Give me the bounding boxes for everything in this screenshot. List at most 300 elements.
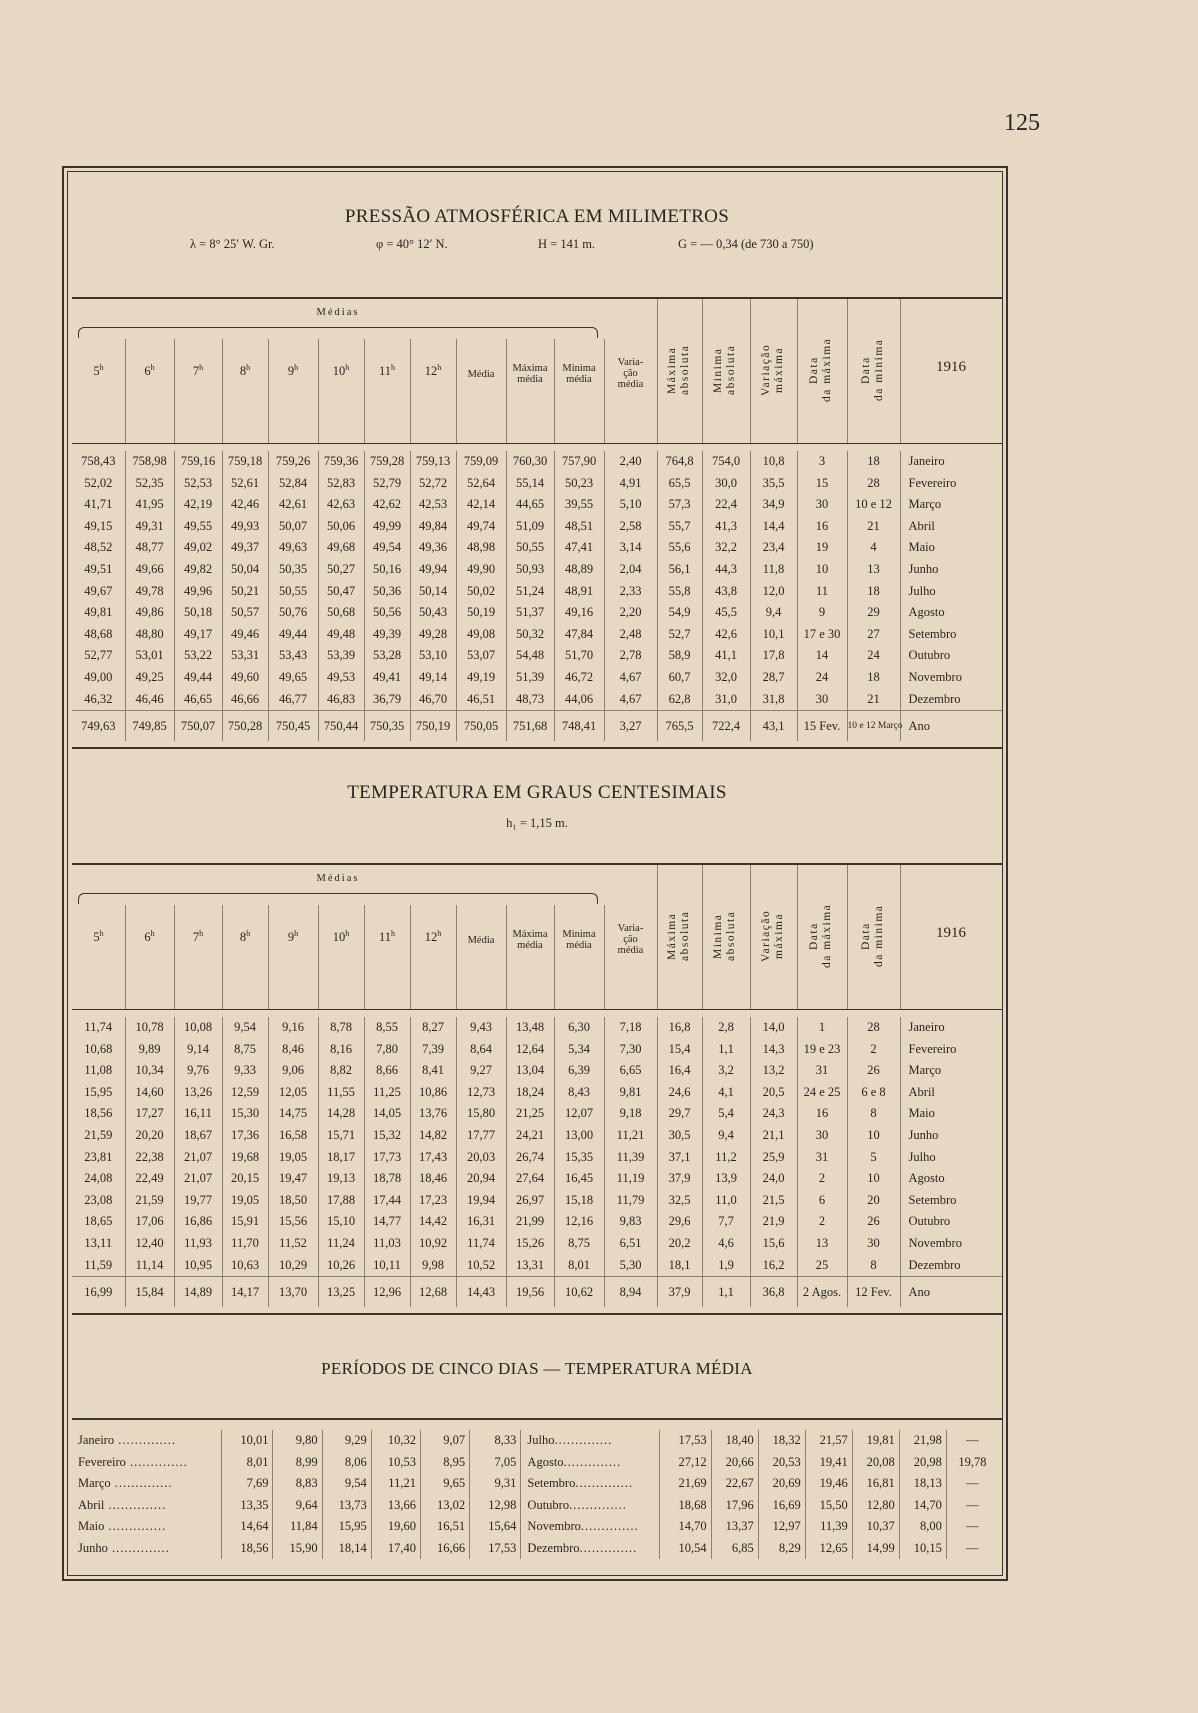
month-label: Janeiro [908,454,945,468]
table-cell: 18,56 [72,1103,125,1125]
table-cell: 26 [847,1211,900,1233]
table-cell: 10 e 12 [847,494,900,516]
table-cell: 15,30 [222,1103,268,1125]
table-cell: 9,76 [174,1060,222,1082]
table-cell: 55,7 [657,516,702,538]
period-value: 8,99 [273,1452,322,1474]
table-cell: 58,9 [657,645,702,667]
table-cell: 15,91 [222,1211,268,1233]
period-value: 27,12 [660,1452,711,1474]
leader-dots: .............. [579,1540,638,1555]
table-cell: 50,76 [268,602,318,624]
table-cell: 9,81 [604,1082,657,1104]
vertical-header: Data da máxima [808,903,833,969]
table-cell: 49,15 [72,516,125,538]
period-value: 13,66 [371,1495,420,1517]
month-label: Junho [78,1540,108,1555]
table-cell: 46,72 [554,667,604,689]
table-cell: 21 [847,689,900,711]
table-cell: 13,31 [506,1255,554,1277]
min-media-header: Minima média [562,363,596,385]
table-cell: 24 [847,645,900,667]
table-cell: 7,30 [604,1039,657,1061]
table-cell: 16,45 [554,1168,604,1190]
temperature-title: TEMPERATURA EM GRAUS CENTESIMAIS [347,782,727,803]
period-month-left [72,1430,222,1452]
year-header: 1916 [936,359,966,375]
table-cell: 10,11 [364,1255,410,1277]
table-cell: 20,15 [222,1168,268,1190]
table-cell: 24,21 [506,1125,554,1147]
period-value: 22,67 [711,1473,758,1495]
table-cell: 759,28 [364,451,410,473]
period-value: 9,80 [273,1430,322,1452]
table-cell: 22,38 [125,1147,174,1169]
table-cell: 18,1 [657,1255,702,1277]
period-value: 8,06 [322,1452,371,1474]
table-cell: 52,64 [456,473,506,495]
table-cell: 49,66 [125,559,174,581]
table-cell: 2,8 [702,1017,750,1039]
leader-dots: .............. [575,1476,634,1490]
table-cell: 56,1 [657,559,702,581]
table-row [72,494,1002,516]
table-cell: 13,26 [174,1082,222,1104]
table-cell: 44,3 [702,559,750,581]
table-cell: 48,98 [456,537,506,559]
month-label: Março [908,497,942,512]
month-label: Dezembro [527,1540,580,1555]
table-cell: 44,06 [554,689,604,711]
table-cell: 49,44 [174,667,222,689]
header-column-rule [506,339,555,443]
table-cell: 41,71 [72,494,125,516]
temperature-header [72,863,1002,1010]
table-cell: 32,0 [702,667,750,689]
period-value: 9,07 [420,1430,469,1452]
table-cell: 754,0 [702,451,750,473]
table-cell: 6,65 [604,1060,657,1082]
month-label: Novembro [527,1519,581,1533]
table-cell: 50,14 [410,581,456,603]
table-cell: 13 [847,559,900,581]
hour-header: 7$^h$ [192,929,204,945]
month-label: Setembro [908,626,957,641]
table-cell: 49,00 [72,667,125,689]
table-cell: 15,56 [268,1211,318,1233]
table-cell: 11,52 [268,1233,318,1255]
period-value: 10,01 [222,1430,273,1452]
temperature-height: h₁ = 1,15 m. [506,816,568,830]
table-cell: 32,5 [657,1190,702,1212]
table-cell: 759,16 [174,451,222,473]
leader-dots: .............. [107,1540,170,1555]
table-cell: 34,9 [750,494,797,516]
period-value: 18,14 [322,1538,371,1560]
table-cell: 8,64 [456,1039,506,1061]
table-cell: 53,43 [268,645,318,667]
table-cell: 9,33 [222,1060,268,1082]
table-cell: 46,66 [222,689,268,711]
table-cell: 14,42 [410,1211,456,1233]
table-cell: 18,17 [318,1147,364,1169]
table-cell: 3,14 [604,537,657,559]
table-cell: 11 [797,581,847,603]
hour-header: 11$^h$ [378,929,396,945]
period-value: 20,98 [899,1452,946,1474]
table-cell: 17,23 [410,1190,456,1212]
table-row [72,581,1002,603]
table-cell: 55,8 [657,581,702,603]
table-cell: 2,48 [604,624,657,646]
table-cell: 16,2 [750,1255,797,1277]
period-value: 15,64 [470,1516,521,1538]
month-label: Janeiro [78,1433,115,1447]
table-cell: 24,0 [750,1168,797,1190]
table-cell: 11,74 [72,1017,125,1039]
table-cell: 20,03 [456,1147,506,1169]
lambda-value: λ = 8° 25′ W. Gr. [190,237,275,251]
year-label: Ano [900,711,1002,742]
media-header: Média [467,369,495,380]
table-cell: 49,48 [318,624,364,646]
table-cell: 764,8 [657,451,702,473]
table-cell: 27 [847,624,900,646]
periods-top-rule [72,1418,1002,1420]
header-column-rule [72,905,126,1009]
table-cell: 9,4 [702,1125,750,1147]
vertical-header: Máxima absoluta [665,344,691,396]
variacao-media-header: Varia- ção média [617,357,644,390]
max-media-header: Máxima média [512,363,548,385]
hour-header: 11$^h$ [378,363,396,379]
table-cell: 21,07 [174,1168,222,1190]
table-cell: 27,64 [506,1168,554,1190]
period-value: 19,46 [805,1473,852,1495]
period-value: — [966,1476,979,1490]
total-cell: 19,56 [506,1277,554,1308]
table-cell: 9,98 [410,1255,456,1277]
table-cell: 7,18 [604,1017,657,1039]
table-row [72,451,1002,473]
table-cell: 31 [797,1147,847,1169]
annual-total-row [72,1277,1002,1308]
table-cell: 52,02 [72,473,125,495]
table-cell: 14,4 [750,516,797,538]
hour-header: 6$^h$ [144,363,155,379]
table-cell: 50,57 [222,602,268,624]
table-cell: 8 [847,1255,900,1277]
table-cell: 5,10 [604,494,657,516]
table-cell: 53,01 [125,645,174,667]
table-cell: 12,40 [125,1233,174,1255]
table-row [72,1255,1002,1277]
table-cell: 19,05 [268,1147,318,1169]
table-cell: 18,78 [364,1168,410,1190]
medias-label: Médias [316,873,360,884]
total-cell: 10 e 12 Março [847,711,900,742]
total-cell: 8,94 [604,1277,657,1308]
table-cell: 50,47 [318,581,364,603]
leader-dots: .............. [104,1519,167,1533]
table-cell: 16,58 [268,1125,318,1147]
month-label: Julho [908,1149,936,1164]
table-row [72,624,1002,646]
total-cell: 750,05 [456,711,506,742]
table-cell: 11,08 [72,1060,125,1082]
period-value: 20,53 [758,1452,805,1474]
temperature-title-block [72,782,1002,831]
table-cell: 16,11 [174,1103,222,1125]
table-cell: 46,77 [268,689,318,711]
month-label: Dezembro [908,1257,961,1272]
period-value: 8,29 [758,1538,805,1560]
period-value: 11,84 [273,1516,322,1538]
table-cell: 48,91 [554,581,604,603]
table-cell: 15,10 [318,1211,364,1233]
month-label: Setembro [527,1476,576,1490]
table-cell: 11,59 [72,1255,125,1277]
period-value: 15,50 [805,1495,852,1517]
table-cell: 21 [847,516,900,538]
table-cell: 49,65 [268,667,318,689]
table-cell: 4,6 [702,1233,750,1255]
table-cell: 13,76 [410,1103,456,1125]
table-cell: 759,26 [268,451,318,473]
table-cell: 18 [847,667,900,689]
table-cell: 47,41 [554,537,604,559]
table-cell: 9,18 [604,1103,657,1125]
table-cell: 50,36 [364,581,410,603]
table-cell: 15,26 [506,1233,554,1255]
table-cell: 11,2 [702,1147,750,1169]
table-cell: 4,67 [604,667,657,689]
month-label: Julho [527,1433,555,1447]
table-cell: 49,67 [72,581,125,603]
table-cell: 11,14 [125,1255,174,1277]
table-cell: 11,21 [604,1125,657,1147]
table-cell: 19,05 [222,1190,268,1212]
pressure-title-block [72,206,1002,259]
table-cell: 48,80 [125,624,174,646]
table-cell: 18,65 [72,1211,125,1233]
periods-title-block [72,1359,1002,1379]
table-cell: 9,83 [604,1211,657,1233]
period-value: 13,02 [420,1495,469,1517]
table-cell: 41,3 [702,516,750,538]
table-cell: 17,44 [364,1190,410,1212]
period-value: 8,33 [470,1430,521,1452]
table-cell: 48,89 [554,559,604,581]
table-cell: 24 e 25 [797,1082,847,1104]
table-cell: 49,51 [72,559,125,581]
period-value: 10,53 [371,1452,420,1474]
period-month-right [521,1516,660,1538]
table-cell: 13 [797,1233,847,1255]
periods-table-block [72,1418,1002,1559]
table-cell: 10,08 [174,1017,222,1039]
table-cell: 22,49 [125,1168,174,1190]
table-cell: 30 [797,494,847,516]
period-value: 16,81 [852,1473,899,1495]
table-cell: 42,46 [222,494,268,516]
table-cell: 8,78 [318,1017,364,1039]
table-row [72,1082,1002,1104]
table-cell: 8,41 [410,1060,456,1082]
table-cell: 49,93 [222,516,268,538]
header-column-rule [222,905,269,1009]
table-cell: 49,63 [268,537,318,559]
table-cell: 23,81 [72,1147,125,1169]
leader-dots: .............. [110,1476,173,1490]
table-cell: 10,8 [750,451,797,473]
table-cell: 20,20 [125,1125,174,1147]
table-cell: 47,84 [554,624,604,646]
total-cell: 750,44 [318,711,364,742]
table-cell: 8,16 [318,1039,364,1061]
table-cell: 49,99 [364,516,410,538]
table-cell: 13,11 [72,1233,125,1255]
table-cell: 60,7 [657,667,702,689]
table-cell: 50,68 [318,602,364,624]
period-value: 18,13 [899,1473,946,1495]
table-cell: 49,02 [174,537,222,559]
table-cell: 9,14 [174,1039,222,1061]
table-cell: 19,68 [222,1147,268,1169]
period-value: 8,00 [899,1516,946,1538]
hour-header: 12$^h$ [424,363,442,379]
medias-brace [78,893,598,904]
month-label: Maio [78,1519,105,1533]
period-value: 9,65 [420,1473,469,1495]
table-row [72,602,1002,624]
period-value: 14,70 [660,1516,711,1538]
table-cell: 30 [847,1233,900,1255]
table-cell: 12,64 [506,1039,554,1061]
table-cell: 48,77 [125,537,174,559]
period-value: 17,53 [660,1430,711,1452]
period-value: 11,39 [805,1516,852,1538]
table-cell: 760,30 [506,451,554,473]
table-cell: 49,16 [554,602,604,624]
header-column-rule [410,339,457,443]
table-cell: 8,66 [364,1060,410,1082]
vertical-header: Máxima absoluta [665,910,691,962]
table-cell: 8,27 [410,1017,456,1039]
table-row [72,537,1002,559]
table-cell: 759,36 [318,451,364,473]
table-cell: 31 [797,1060,847,1082]
table-cell: 53,28 [364,645,410,667]
table-cell: 52,53 [174,473,222,495]
month-label: Maio [908,1106,935,1121]
total-cell: 13,25 [318,1277,364,1308]
min-media-header: Minima média [562,929,596,951]
table-cell: 19,47 [268,1168,318,1190]
table-cell: 25,9 [750,1147,797,1169]
table-cell: 18,67 [174,1125,222,1147]
annual-total-row [72,711,1002,742]
table-cell: 21,59 [72,1125,125,1147]
table-cell: 759,09 [456,451,506,473]
period-value: 15,90 [273,1538,322,1560]
table-cell: 9,89 [125,1039,174,1061]
table-cell: 65,5 [657,473,702,495]
table-cell: 9,4 [750,602,797,624]
leader-dots: .............. [114,1433,176,1447]
period-value: 12,65 [805,1538,852,1560]
temperature-bottom-rule [72,1313,1002,1315]
table-cell: 17,36 [222,1125,268,1147]
table-cell: 15 [797,473,847,495]
table-cell: 2,04 [604,559,657,581]
table-cell: 14,28 [318,1103,364,1125]
table-cell: 49,46 [222,624,268,646]
period-value: 8,95 [420,1452,469,1474]
month-label: Abril [908,518,935,533]
header-column-rule [410,905,457,1009]
period-value: 12,98 [470,1495,521,1517]
total-cell: 722,4 [702,711,750,742]
table-cell: 17,06 [125,1211,174,1233]
table-cell: 49,25 [125,667,174,689]
month-label: Novembro [908,1235,962,1250]
header-column-rule [268,905,319,1009]
table-cell: 21,1 [750,1125,797,1147]
medias-label: Médias [316,307,360,318]
table-cell: 39,55 [554,494,604,516]
table-cell: 49,55 [174,516,222,538]
total-cell: 43,1 [750,711,797,742]
table-cell: 2,58 [604,516,657,538]
table-cell: 50,32 [506,624,554,646]
table-row [72,1103,1002,1125]
table-cell: 10,29 [268,1255,318,1277]
header-column-rule [364,905,411,1009]
month-label: Maio [908,540,935,555]
period-value: 8,83 [273,1473,322,1495]
table-cell: 6 e 8 [847,1082,900,1104]
period-value: 9,64 [273,1495,322,1517]
total-cell: 765,5 [657,711,702,742]
period-value: 18,56 [222,1538,273,1560]
table-cell: 17,88 [318,1190,364,1212]
table-cell: 50,02 [456,581,506,603]
table-cell: 9,43 [456,1017,506,1039]
table-cell: 53,39 [318,645,364,667]
temperature-table [72,1017,1002,1315]
table-cell: 2 [847,1039,900,1061]
table-cell: 759,18 [222,451,268,473]
table-cell: 51,70 [554,645,604,667]
total-cell: 15,84 [125,1277,174,1308]
table-cell: 15,35 [554,1147,604,1169]
header-column-rule [222,339,269,443]
table-cell: 16,86 [174,1211,222,1233]
table-cell: 53,22 [174,645,222,667]
table-cell: 1 [797,1017,847,1039]
table-cell: 11,8 [750,559,797,581]
header-column-rule [72,339,126,443]
leader-dots: .............. [554,1433,613,1447]
table-cell: 9,27 [456,1060,506,1082]
table-cell: 6,51 [604,1233,657,1255]
table-cell: 53,07 [456,645,506,667]
table-cell: 5,34 [554,1039,604,1061]
table-row [72,559,1002,581]
month-label: Agosto [908,605,945,620]
month-label: Fevereiro [908,475,957,490]
